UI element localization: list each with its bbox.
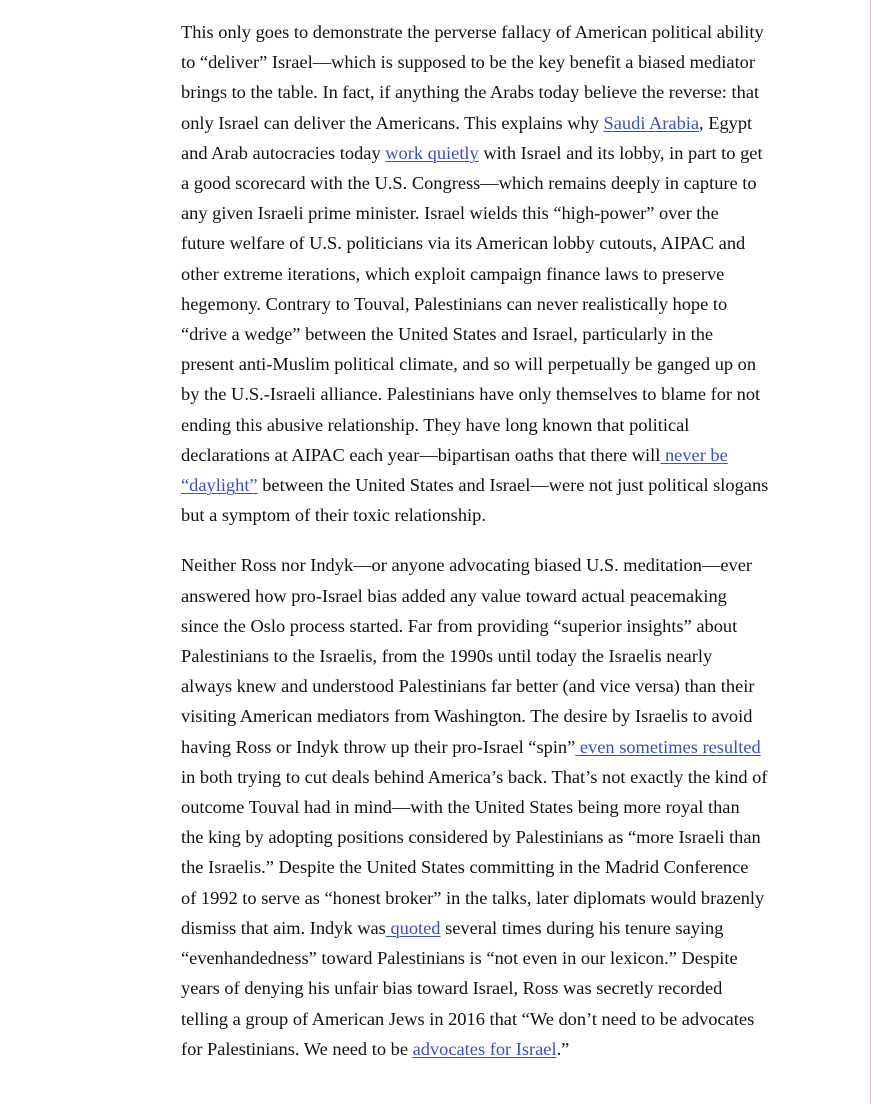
text-run: years of denying his unfair bias toward Israel, Ross was secretly recorded xyxy=(181,978,723,999)
paragraph-1 xyxy=(181,17,826,530)
text-run: of 1992 to serve as “honest broker” in the talks, later diplomats would brazenly xyxy=(181,887,765,908)
text-run: and Arab autocracies today xyxy=(181,142,386,163)
link-part: never be xyxy=(660,444,728,465)
text-run: answered how pro-Israel bias added any value toward actual peacemaking xyxy=(181,585,727,606)
link-part: “daylight” xyxy=(181,475,258,496)
text-run: declarations at AIPAC each year—bipartisan oaths that there will xyxy=(181,444,661,465)
text-run: between the United States and Israel—were not just political slogans xyxy=(257,475,769,496)
text-run: telling a group of American Jews in 2016 that “We don’t need to be advocates xyxy=(181,1008,755,1029)
text-run: the Israelis.” Despite the United States committing in the Madrid Conference xyxy=(181,857,749,878)
paragraph-2 xyxy=(181,550,826,1063)
text-run: “evenhandedness” toward Palestinians is “not even in our lexicon.” Despite xyxy=(181,948,738,969)
text-run: for Palestinians. We need to be xyxy=(181,1038,413,1059)
text-run: always knew and understood Palestinians far better (and vice versa) than their xyxy=(181,676,755,697)
text-run: “drive a wedge” between the United States and Israel, particularly in the xyxy=(181,324,714,345)
text-run: having Ross or Indyk throw up their pro-Israel “spin” xyxy=(181,736,576,757)
link-advocates-for-israel[interactable]: advocates for Israel xyxy=(412,1038,557,1059)
text-run: visiting American mediators from Washington. The desire by Israelis to avoid xyxy=(181,706,753,727)
link-quoted[interactable]: quoted xyxy=(385,917,441,938)
article-body xyxy=(181,17,826,1084)
text-run: the king by adopting positions considered by Palestinians as “more Israeli than xyxy=(181,827,761,848)
link-saudi-arabia[interactable]: Saudi Arabia xyxy=(603,112,700,133)
text-run: a good scorecard with the U.S. Congress—which remains deeply in capture to xyxy=(181,173,757,194)
text-run: dismiss that aim. Indyk was xyxy=(181,917,386,938)
text-run: brings to the table. In fact, if anything the Arabs today believe the reverse: that xyxy=(181,82,760,103)
link-work-quietly[interactable]: work quietly xyxy=(385,142,479,163)
text-run: several times during his tenure saying xyxy=(440,917,724,938)
text-run: future welfare of U.S. politicians via its American lobby cutouts, AIPAC and xyxy=(181,233,746,254)
text-run: with Israel and its lobby, in part to get xyxy=(478,142,763,163)
text-run: This only goes to demonstrate the perverse fallacy of American political ability xyxy=(181,22,764,42)
text-run: to “deliver” Israel—which is supposed to be the key benefit a biased mediator xyxy=(181,52,756,73)
text-run: hegemony. Contrary to Touval, Palestinians can never realistically hope to xyxy=(181,293,728,314)
text-run: outcome Touval had in mind—with the United States being more royal than xyxy=(181,797,740,818)
text-run: only Israel can deliver the Americans. This explains why xyxy=(181,112,604,133)
text-run: Neither Ross nor Indyk—or anyone advocating biased U.S. meditation—ever xyxy=(181,555,752,576)
text-run: present anti-Muslim political climate, and so will perpetually be ganged up on xyxy=(181,354,757,375)
link-even-sometimes-resulted[interactable]: even sometimes resulted xyxy=(575,736,761,757)
text-run: , Egypt xyxy=(699,112,753,133)
text-run: any given Israeli prime minister. Israel wields this “high-power” over the xyxy=(181,203,719,224)
text-run: .” xyxy=(556,1038,570,1059)
text-run: by the U.S.-Israeli alliance. Palestinians have only themselves to blame for not xyxy=(181,384,761,405)
text-run: ending this abusive relationship. They have long known that political xyxy=(181,414,690,435)
text-run: Palestinians to the Israelis, from the 1990s until today the Israelis nearly xyxy=(181,646,713,667)
text-run: in both trying to cut deals behind America’s back. That’s not exactly the kind of xyxy=(181,766,768,787)
text-run: since the Oslo process started. Far from providing “superior insights” about xyxy=(181,615,738,636)
text-run: other extreme iterations, which exploit campaign finance laws to preserve xyxy=(181,263,725,284)
text-run: but a symptom of their toxic relationship. xyxy=(181,505,486,526)
